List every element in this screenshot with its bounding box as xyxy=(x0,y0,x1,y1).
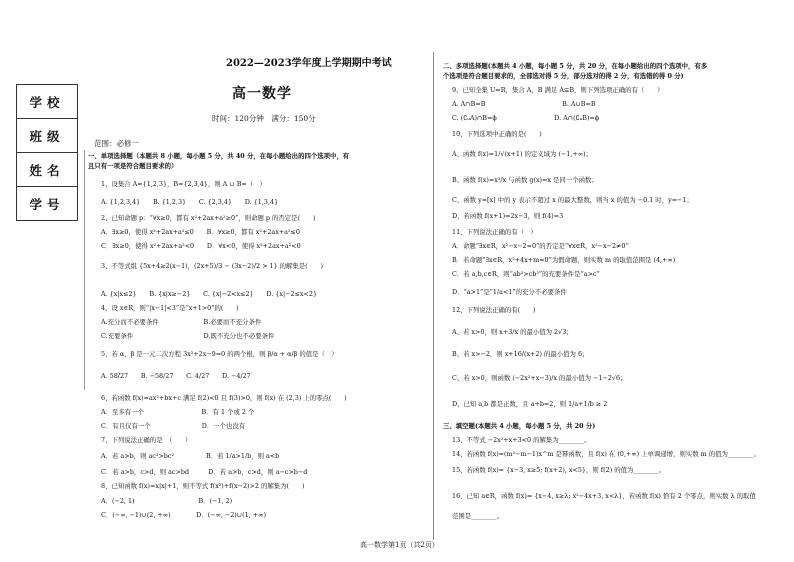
question-7-options-cd: C．若 a>b，c>d，则 ac>bd D．若 a>b，c>d，则 a−c>b−d xyxy=(101,468,308,476)
binding-line xyxy=(84,150,85,390)
question-4: 4、设 x∈R，则“|x−1|<3”是“x+1>0”的( ) xyxy=(101,304,239,312)
question-8-options-cd: C．(−∞, −1)∪(2, +∞) D．(−∞, −2)∪(1, +∞) xyxy=(101,511,266,519)
question-6: 6、若函数 f(x)=ax²+bx+c 满足 f(2)<0 且 f(3)>0，则 f(x) 在 (2,3) 上的零点( ) xyxy=(101,394,347,402)
question-12-option-c: C、若 x>0，则函数 (−2x²+x−3)/x 的最小值为 −1−2√6； xyxy=(452,374,627,382)
question-2-options-cd: C．∃x≥0，使得 x²+2ax+a²<0 D．∀x<0，使得 x²+2ax+a²<0 xyxy=(101,242,301,250)
question-10-option-b: B、函数 f(x)=x²/x 与函数 g(x)=x 是同一个函数； xyxy=(452,176,598,184)
question-1-options: A. {1,2,3,4} B. {1,2,3} C. {2,3,4} D. {1,3,4} xyxy=(101,198,279,206)
question-11-option-d: D．“a>1”是“1/a<1”的充分不必要条件 xyxy=(452,288,567,296)
section-2-heading: 二、多项选择题(本题共 4 小题，每小题 5 分，共 20 分，在每小题给出的四个选项中，有多 xyxy=(443,62,708,70)
column-divider xyxy=(433,52,434,540)
scope: 范围：必修一 xyxy=(94,139,139,148)
question-2: 2、已知命题 p：“∀x≥0，都有 x²+2ax+a²≥0”，则命题 p 的否定是( ) xyxy=(101,214,316,222)
question-14: 14、若函数 f(x)=(m²−m−1)x^m 是幂函数，且 f(x) 在 (0,+∞) 上单调递增，则实数 m 的值为________。 xyxy=(452,450,760,458)
school-field: 学校 xyxy=(17,85,77,119)
question-12-option-a: A、若 x>0，则 x+3/x 的最小值为 2√3； xyxy=(452,328,573,336)
time-score: 时间：120分钟 满分：150分 xyxy=(212,114,316,123)
question-6-options-cd: C．有且仅有一个 D．一个也没有 xyxy=(101,422,246,430)
question-4-options-ab: A.充分而不必要条件 B.必要而不充分条件 xyxy=(101,318,262,326)
subject-title: 高一数学 xyxy=(232,86,292,102)
question-12: 12、下列说法正确的有( ) xyxy=(452,306,536,314)
page-footer: 高一数学第1页（共2页） xyxy=(360,541,439,549)
question-15: 15、若函数 f(x)= {x−3, x≥5; f(x+2), x<5}，则 f(2) 的值为________。 xyxy=(452,466,666,474)
question-12-option-b: B、若 x>−2，则 x+16/(x+2) 的最小值为 6； xyxy=(452,350,589,358)
question-3: 3、不等式组 {5x+4≥2(x−1)，(2x+5)/3 − (3x−2)/2 > 1} 的解集是( ) xyxy=(101,262,323,270)
question-10-option-c: C、函数 y=[x] 中的 y 表示不超过 x 的最大整数，则当 x 的值为 −0.1 时，y=−1； xyxy=(452,196,693,204)
question-1: 1、设集合 A={1,2,3}，B={2,3,4}，则 A ∪ B=（ ） xyxy=(101,180,266,188)
question-10-option-a: A、函数 f(x)=1/√(x+1) 的定义域为 (−1,+∞)； xyxy=(452,150,592,158)
section-1-heading-cont: 且只有一项是符合题目要求的） xyxy=(88,162,178,170)
question-7-options-ab: A．若 a>b，则 ac²>bc² B．若 1/a>1/b，则 a<b xyxy=(101,452,280,460)
question-4-options-cd: C.充要条件 D.既不充分也不必要条件 xyxy=(101,332,275,340)
name-field: 姓名 xyxy=(17,153,77,187)
question-9: 9、已知全集 U=R，集合 A，B 满足 A⊊B，则下列选项正确的有（ ） xyxy=(452,86,664,94)
question-9-options-ab: A. A∩B=B B. A∪B=B xyxy=(452,100,596,108)
student-number-field: 学号 xyxy=(29,196,65,212)
section-1-heading: 一、单项选择题（本题共 8 小题，每小题 5 分，共 40 分，在每小题给出的四个选项中，有 xyxy=(88,152,350,160)
question-13: 13、不等式 −2x²+x+3<0 的解集为________。 xyxy=(452,436,591,444)
question-11: 11、下列说法正确的有（ ） xyxy=(452,228,537,236)
question-10-option-d: D、若函数 f(x+1)=2x−3，则 f(4)=3 xyxy=(452,212,564,220)
class-field: 班级 xyxy=(17,119,77,153)
question-11-option-b: B．若命题“∃x∈R，x²+4x+m=0”为假命题，则实数 m 的取值范围是 (4,+∞) xyxy=(452,256,676,264)
question-9-options-cd: C. (∁ᵤA)∩B=ϕ D. A∩(∁ᵤB)=ϕ xyxy=(452,114,600,122)
question-12-option-d: D、已知 a,b 都是正数，且 a+b=2，则 1/a+1/b ≥ 2 xyxy=(452,400,608,408)
section-2-heading-cont: 个选项是符合题目要求的，全部选对得 5 分，部分选对的得 2 分，有选错的得 0 分) xyxy=(443,72,684,80)
question-16: 16、已知 a∈R，函数 f(x)= {x−4, x≥λ; x²−4x+3, x<λ}，若函数 f(x) 恰有 2 个零点，则实数 λ 的取值 xyxy=(452,492,756,500)
question-5: 5、若 α，β 是一元二次方程 3x²+2x−9=0 的两个根，则 β/α + α/β 的值是（ ） xyxy=(101,350,338,358)
question-2-options-ab: A．∃x≥0，使得 x²+2ax+a²≤0 B．∀x≥0，都有 x²+2ax+a²≤0 xyxy=(101,228,300,236)
question-11-option-c: C．若 a,b,c∈R，则“ab²>cb²”的充要条件是“a>c” xyxy=(452,270,600,278)
question-11-option-a: A．命题“∃x∈R，x²−x−2=0”的否定是“∀x∈R，x²−x−2≠0” xyxy=(452,242,629,250)
question-10: 10、下列选项中正确的是( ) xyxy=(452,130,542,138)
student-info-box xyxy=(16,84,78,221)
question-5-options: A. 58/27 B. −58/27 C. 4/27 D. −4/27 xyxy=(101,372,251,380)
question-3-options: A. {x|x≤2} B. {x|x≥−2} C. {x|−2<x≤2} D. {x|−2≤x<2} xyxy=(101,290,318,298)
section-3-heading: 三、填空题(本题共 4 小题，每小题 5 分，共 20 分) xyxy=(443,422,596,430)
question-16-cont: 范围是________。 xyxy=(452,512,504,520)
question-7: 7、下列说法正确的是 （ ） xyxy=(101,436,192,444)
question-8: 8、已知函数 f(x)=x|x|+1，则不等式 f(x²)+f(x−2)>2 的解集为( ) xyxy=(101,482,305,490)
question-6-options-ab: A．至多有一个 B．有 1 个或 2 个 xyxy=(101,408,255,416)
question-8-options-ab: A．(−2, 1) B．(−1, 2) xyxy=(101,497,233,505)
exam-title: 2022—2023学年度上学期期中考试 xyxy=(226,58,392,69)
